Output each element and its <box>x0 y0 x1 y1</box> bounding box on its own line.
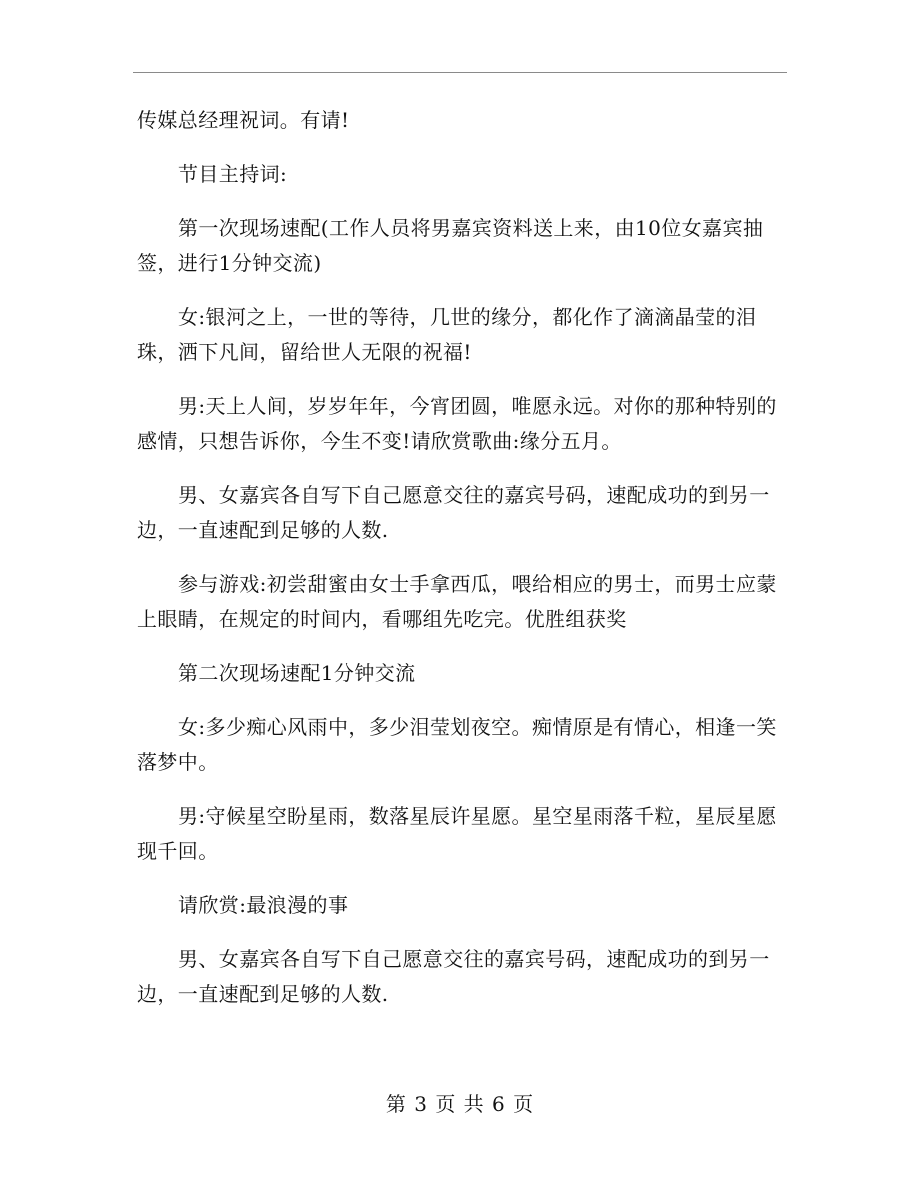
paragraph: 第二次现场速配1分钟交流 <box>178 661 416 685</box>
paragraph: 女:多少痴心风雨中，多少泪莹划夜空。痴情原是有情心，相逢一笑落梦中。 <box>137 715 777 774</box>
page-number-footer: 第 3 页 共 6 页 <box>385 1092 535 1116</box>
paragraph: 传媒总经理祝词。有请! <box>137 108 350 132</box>
paragraph: 男:天上人间，岁岁年年，今宵团圆，唯愿永远。对你的那种特别的感情，只想告诉你，今生不变!请欣赏歌曲:缘分五月。 <box>137 394 777 453</box>
document-body <box>137 103 789 1012</box>
header-rule <box>133 72 787 73</box>
paragraph: 参与游戏:初尝甜蜜由女士手拿西瓜，喂给相应的男士，而男士应蒙上眼睛，在规定的时间内，看哪组先吃完。优胜组获奖 <box>137 572 777 631</box>
paragraph: 请欣赏:最浪漫的事 <box>178 893 349 917</box>
paragraph: 男、女嘉宾各自写下自己愿意交往的嘉宾号码，速配成功的到另一边，一直速配到足够的人数. <box>137 483 770 542</box>
paragraph: 女:银河之上，一世的等待，几世的缘分，都化作了滴滴晶莹的泪珠，洒下凡间，留给世人无限的祝福! <box>137 305 757 364</box>
paragraph: 男、女嘉宾各自写下自己愿意交往的嘉宾号码，速配成功的到另一边，一直速配到足够的人数. <box>137 947 770 1006</box>
paragraph: 第一次现场速配(工作人员将男嘉宾资料送上来，由10位女嘉宾抽签，进行1分钟交流) <box>137 216 764 275</box>
paragraph: 节目主持词: <box>178 162 288 186</box>
paragraph: 男:守候星空盼星雨，数落星辰许星愿。星空星雨落千粒，星辰星愿现千回。 <box>137 804 777 863</box>
